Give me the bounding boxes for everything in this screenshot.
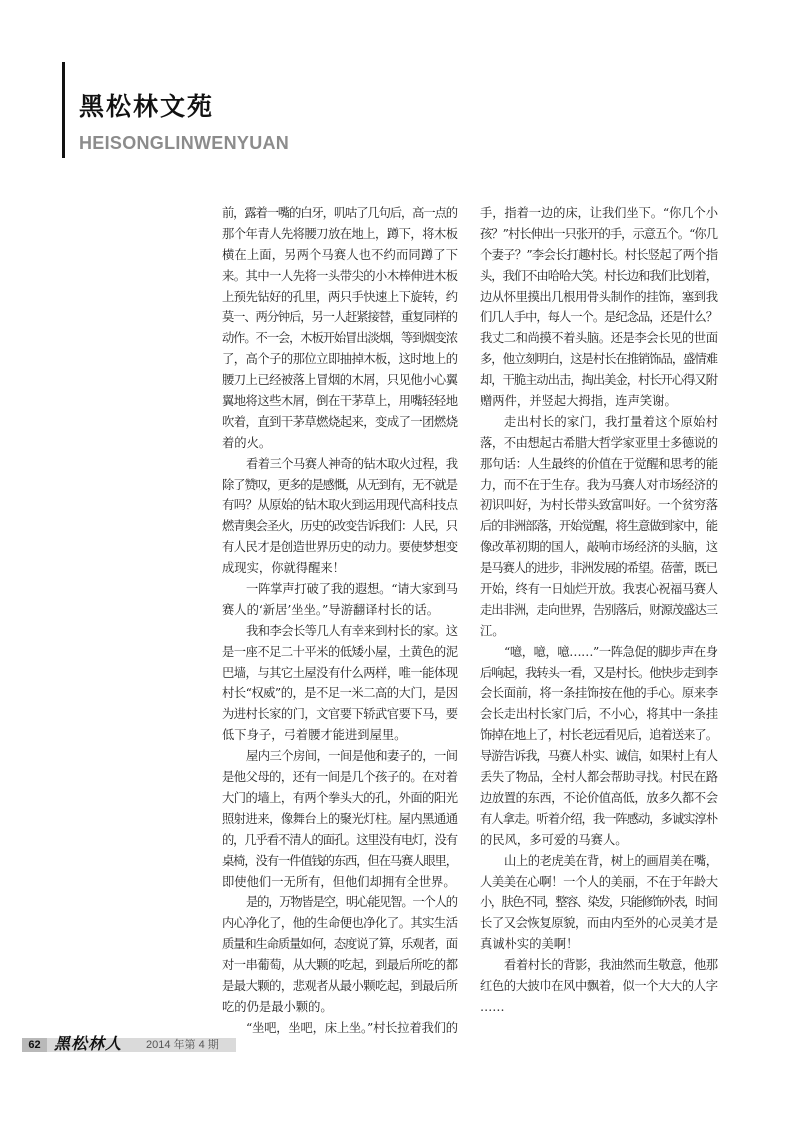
line-text: 江。	[480, 623, 505, 638]
column-right	[480, 203, 718, 1018]
line-text: 大门的墙上，有两个拳头大的孔，外面的阳光	[222, 790, 458, 805]
text-line	[480, 642, 718, 663]
line-text: 为进村长家的门，文官要下轿武官要下马，要	[222, 707, 458, 722]
text-line	[222, 266, 458, 287]
text-line	[480, 266, 718, 287]
line-text: 个妻子？”李会长打趣村长。村长竖起了两个指	[480, 247, 718, 262]
line-text: 却，干脆主动出击，掏出美金，村长开心得又附	[480, 373, 717, 388]
paragraph	[222, 454, 458, 579]
line-text: 的民风，多可爱的马赛人。	[480, 832, 628, 847]
line-text: 会长走出村长家门后，不小心，将其中一条挂	[480, 707, 718, 722]
line-text: 村长“权威”的，是不足一米二高的大门，是因	[222, 686, 458, 701]
paragraph	[222, 1018, 458, 1039]
text-line	[222, 370, 458, 391]
text-line	[222, 934, 458, 955]
text-line	[222, 663, 458, 684]
line-text: 屋内三个房间，一间是他和妻子的，一间	[246, 749, 458, 764]
text-line	[480, 767, 718, 788]
text-line	[222, 621, 458, 642]
line-text: 有吗？从原始的钻木取火到运用现代高科技点	[222, 498, 458, 513]
text-line	[480, 746, 718, 767]
line-text: 腰刀上已经被落上冒烟的木屑，只见他小心翼	[222, 373, 458, 388]
line-text: 赠两件，并竖起大拇指，连声笑谢。	[480, 394, 677, 409]
paragraph	[222, 203, 458, 454]
line-text: 是他父母的，还有一间是几个孩子的。在对着	[222, 770, 458, 785]
line-text: 孩？”村长伸出一只张开的手，示意五个。“你几	[480, 226, 718, 241]
text-line	[480, 433, 718, 454]
text-line	[480, 621, 718, 642]
text-line	[480, 872, 718, 893]
text-line	[222, 997, 458, 1018]
text-line	[222, 642, 458, 663]
line-text: 是一座不足二十平米的低矮小屋，土黄色的泥	[222, 644, 458, 659]
text-line	[480, 788, 718, 809]
line-text: 落，不由想起古希腊大哲学家亚里士多德说的	[480, 435, 718, 450]
line-text: 看着村长的背影，我油然而生敬意，他那	[504, 958, 718, 973]
text-line	[480, 537, 718, 558]
text-line	[222, 245, 458, 266]
line-text: 来。其中一人先将一头带尖的小木棒伸进木板	[222, 268, 458, 283]
text-line	[222, 809, 458, 830]
text-line	[222, 725, 458, 746]
line-text: 会长面前，将一条挂饰按在他的手心。原来李	[480, 686, 718, 701]
text-line	[480, 391, 718, 412]
text-line	[480, 600, 718, 621]
text-line	[222, 704, 458, 725]
line-text: 桌椅，没有一件值钱的东西，但在马赛人眼里，	[222, 853, 457, 868]
text-line	[222, 851, 458, 872]
text-line	[480, 851, 718, 872]
text-line	[480, 495, 718, 516]
line-text: 后的非洲部落，开始觉醒，将生意做到家中，能	[480, 519, 717, 534]
text-line	[222, 433, 458, 454]
text-line	[222, 579, 458, 600]
text-line	[480, 516, 718, 537]
text-line	[480, 558, 718, 579]
line-text: 动作。不一会，木板开始冒出淡烟，等到烟变浓	[222, 331, 457, 346]
line-text: ……	[480, 999, 505, 1014]
line-text: 是最大颗的，悲观者从最小颗吃起，到最后所	[222, 978, 458, 993]
line-text: 边从怀里摸出几根用骨头制作的挂饰，塞到我	[480, 289, 718, 304]
line-text: 红色的大披巾在风中飘着，似一个大大的人字	[480, 978, 718, 993]
text-line	[480, 579, 718, 600]
section-title: 黑松林文苑	[79, 92, 215, 121]
line-text: 是的，万物皆是空，明心能见智。一个人的	[246, 895, 457, 910]
text-line	[480, 663, 718, 684]
text-line	[222, 475, 458, 496]
paragraph	[480, 412, 718, 642]
text-line	[222, 391, 458, 412]
text-line	[222, 349, 458, 370]
text-line	[480, 913, 718, 934]
text-line	[480, 809, 718, 830]
line-text: 巴墙，与其它土屋没有什么两样，唯一能体现	[222, 665, 458, 680]
line-text: 赛人的‘新居’坐坐。”导游翻译村长的话。	[222, 602, 440, 617]
line-text: 吹着，直到干茅草燃烧起来，变成了一团燃烧	[222, 414, 458, 429]
line-text: “噫，噫，噫……”一阵急促的脚步声在身	[504, 644, 718, 659]
line-text: 头，我们不由哈哈大笑。村长边和我们比划着，	[480, 268, 717, 283]
text-line	[222, 913, 458, 934]
text-line	[222, 788, 458, 809]
line-text: 有人拿走。听着介绍，我一阵感动，多诚实淳朴	[480, 811, 717, 826]
line-text: 人美美在心啊！一个人的美丽，不在于年龄大	[480, 874, 718, 889]
line-text: “坐吧，坐吧，床上坐。”村长拉着我们的	[246, 1020, 458, 1035]
line-text: 那个年青人先将腰刀放在地上，蹲下，将木板	[222, 226, 458, 241]
line-text: 燃青奥会圣火，历史的改变告诉我们：人民，只	[222, 519, 457, 534]
line-text: 像改革初期的国人，敲响市场经济的头脑，这	[480, 540, 718, 555]
text-line	[222, 600, 458, 621]
line-text: 走出村长的家门，我打量着这个原始村	[504, 414, 719, 429]
text-line	[480, 245, 718, 266]
text-line	[480, 307, 718, 328]
text-line	[222, 203, 458, 224]
text-line	[480, 892, 718, 913]
text-line	[222, 767, 458, 788]
text-line	[222, 558, 458, 579]
paragraph	[222, 621, 458, 746]
text-line	[480, 412, 718, 433]
line-text: 手，指着一边的床，让我们坐下。“你几个小	[480, 206, 718, 220]
line-text: 那句话：人生最终的价值在于觉醒和思考的能	[480, 456, 718, 471]
text-line	[222, 454, 458, 475]
line-text: 长了又会恢复原貌，而由内至外的心灵美才是	[480, 916, 718, 931]
line-text: 质量和生命质量如何，态度说了算，乐观者，面	[222, 937, 457, 952]
line-text: 我和李会长等几人有幸来到村长的家。这	[246, 623, 458, 638]
section-subtitle: HEISONGLINWENYUAN	[79, 133, 290, 153]
text-line	[222, 683, 458, 704]
text-line	[222, 307, 458, 328]
section-accent-bar	[62, 62, 65, 158]
text-line	[480, 976, 718, 997]
line-text: 后响起，我转头一看，又是村长。他快步走到李	[480, 665, 717, 680]
text-line	[480, 725, 718, 746]
text-line	[222, 516, 458, 537]
line-text: 我丈二和尚摸不着头脑。还是李会长见的世面	[480, 331, 718, 346]
text-line	[480, 475, 718, 496]
text-line	[480, 224, 718, 245]
magazine-logo: 黑松林人	[54, 1034, 123, 1053]
line-text: 丢失了物品，全村人都会帮助寻找。村民在路	[480, 770, 718, 785]
text-line	[222, 892, 458, 913]
line-text: 成现实，你就得醒来！	[222, 561, 345, 576]
text-line	[480, 203, 718, 224]
text-line	[222, 328, 458, 349]
issue-label: 2014 年第 4 期	[146, 1039, 219, 1051]
line-text: 莫一、两分钟后，另一人赶紧接替，重复同样的	[222, 310, 457, 325]
line-text: 了，高个子的那位立即抽掉木板，这时地上的	[222, 352, 458, 367]
line-text: 即使他们一无所有，但他们却拥有全世界。	[222, 874, 456, 889]
text-line	[480, 287, 718, 308]
text-line	[480, 704, 718, 725]
paragraph	[480, 851, 718, 955]
text-line	[480, 370, 718, 391]
line-text: 走出非洲，走向世界，告别落后，财源茂盛达三	[480, 602, 717, 617]
text-line	[222, 287, 458, 308]
column-left	[222, 203, 458, 1039]
line-text: 导游告诉我，马赛人朴实、诚信，如果村上有人	[480, 749, 717, 764]
text-line	[222, 872, 458, 893]
line-text: 山上的老虎美在背，树上的画眉美在嘴，	[504, 853, 718, 868]
text-line	[222, 537, 458, 558]
text-line	[222, 976, 458, 997]
text-line	[480, 955, 718, 976]
line-text: 一阵掌声打破了我的遐想。“请大家到马	[246, 582, 458, 597]
line-text: 横在上面，另两个马赛人也不约而同蹲了下	[222, 247, 459, 262]
line-text: 开始，终有一日灿烂开放。我衷心祝福马赛人	[480, 582, 718, 597]
line-text: 有人民才是创造世界历史的动力。要使梦想变	[222, 540, 458, 555]
line-text: 上预先钻好的孔里，两只手快速上下旋转，约	[222, 289, 458, 304]
text-line	[480, 683, 718, 704]
text-line	[480, 997, 718, 1018]
line-text: 是马赛人的进步，非洲发展的希望。蓓蕾，既已	[480, 561, 717, 576]
text-line	[222, 495, 458, 516]
line-text: 吃的仍是最小颗的。	[222, 999, 333, 1014]
line-text: 们几人手中，每人一个。是纪念品，还是什么？	[480, 310, 717, 325]
line-text: 小，肤色不同，整容、染发，只能修饰外表，时间	[480, 895, 717, 910]
paragraph	[222, 892, 458, 1017]
line-text: 前，露着一嘴的白牙，叽咕了几句后，高一点的	[222, 206, 457, 220]
text-line	[222, 746, 458, 767]
text-line	[480, 830, 718, 851]
line-text: 翼地将这些木屑，倒在干茅草上，用嘴轻轻地	[222, 394, 458, 409]
line-text: 真诚朴实的美啊！	[480, 937, 579, 952]
line-text: 低下身子，弓着腰才能进到屋里。	[222, 728, 407, 743]
page-number: 62	[22, 1038, 47, 1052]
text-line	[222, 955, 458, 976]
line-text: 多，他立刻明白，这是村长在推销饰品，盛情难	[480, 352, 717, 367]
line-text: 的，几乎看不清人的面孔。这里没有电灯，没有	[222, 832, 457, 847]
text-line	[222, 224, 458, 245]
paragraph	[480, 203, 718, 412]
paragraph	[222, 579, 458, 621]
text-line	[480, 328, 718, 349]
line-text: 着的火。	[222, 435, 272, 450]
paragraph	[480, 642, 718, 851]
line-text: 饰掉在地上了，村长老远看见后，追着送来了。	[480, 728, 717, 743]
line-text: 看着三个马赛人神奇的钻木取火过程，我	[246, 456, 458, 471]
line-text: 力，而不在于生存。我为马赛人对市场经济的	[480, 477, 718, 492]
text-line	[480, 349, 718, 370]
line-text: 初识叫好，为村长带头致富叫好。一个贫穷落	[480, 498, 718, 513]
text-line	[222, 412, 458, 433]
line-text: 内心净化了，他的生命便也净化了。其实生活	[222, 916, 458, 931]
text-line	[480, 454, 718, 475]
text-line	[222, 1018, 458, 1039]
paragraph	[480, 955, 718, 1018]
text-line	[222, 830, 458, 851]
line-text: 照射进来，像舞台上的聚光灯柱。屋内黑通通	[222, 811, 458, 826]
text-line	[480, 934, 718, 955]
line-text: 边放置的东西，不论价值高低，放多久都不会	[480, 790, 718, 805]
line-text: 除了赞叹，更多的是感慨，从无到有，无不就是	[222, 477, 457, 492]
line-text: 对一串葡萄，从大颗的吃起，到最后所吃的都	[222, 958, 458, 973]
paragraph	[222, 746, 458, 892]
